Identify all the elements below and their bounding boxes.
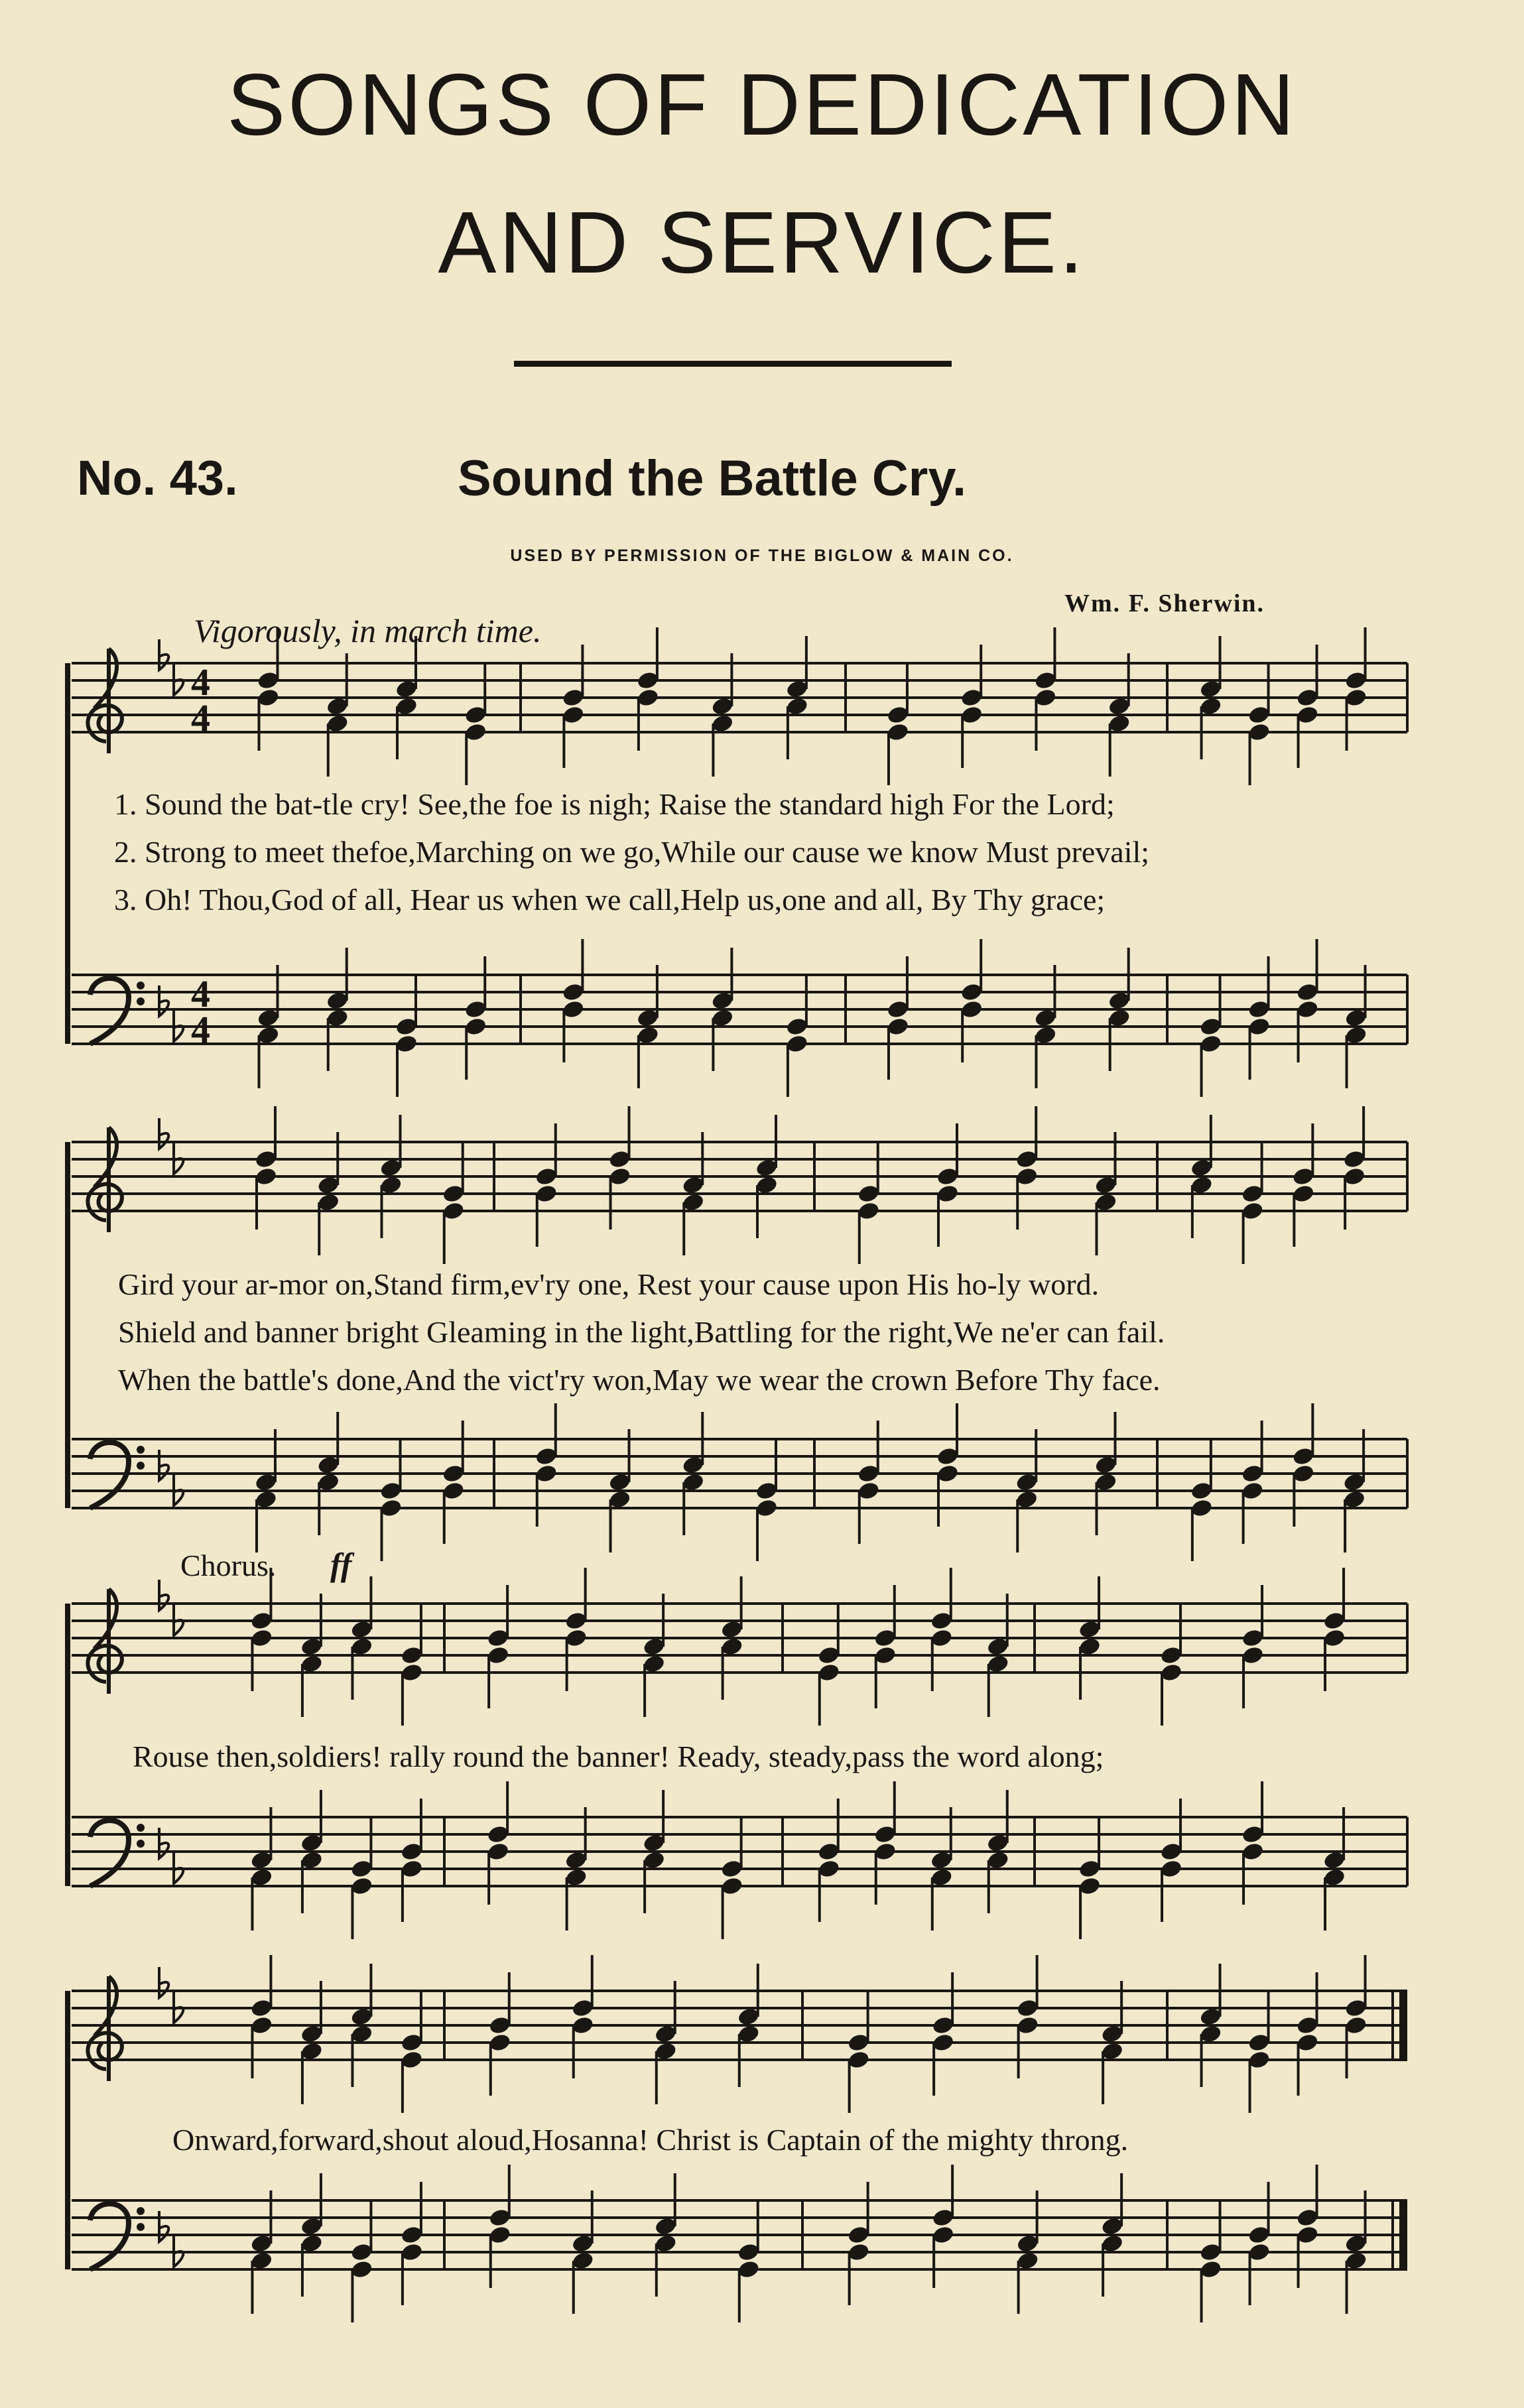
system-bracket [65, 1142, 70, 1508]
verse-3-part-1: 3. Oh! Thou,God of all, Hear us when we call,Help us,one and all, By Thy grace; [114, 883, 1106, 917]
verse-1-part-2: Gird your ar-mor on,Stand firm,ev'ry one, Rest your cause upon His ho-ly word. [118, 1267, 1100, 1301]
verse-3-part-2: When the battle's done,And the vict'ry won,May we wear the crown Before Thy face. [118, 1363, 1161, 1397]
flat-sign [174, 665, 183, 695]
bass-clef-dot [137, 1840, 145, 1848]
flat-sign [174, 1853, 183, 1883]
time-signature-top: 4 [191, 661, 210, 704]
system-bracket [65, 1991, 70, 2269]
flat-sign [174, 1475, 183, 1505]
chorus-lyric-1: Rouse then,soldiers! rally round the banner! Ready, steady,pass the word along; [133, 1740, 1104, 1773]
page-title-line-1: SONGS OF DEDICATION [227, 56, 1297, 153]
flat-sign [159, 1580, 168, 1610]
time-signature-bottom: 4 [191, 1008, 210, 1051]
bass-clef-dot [137, 997, 145, 1005]
tempo-marking: Vigorously, in march time. [194, 612, 542, 649]
bass-clef-dot [137, 2207, 145, 2215]
time-signature-top: 4 [191, 972, 210, 1015]
permission-notice: USED BY PERMISSION OF THE BIGLOW & MAIN CO. [510, 546, 1014, 565]
final-bar-thick [1399, 1991, 1407, 2060]
verse-1-part-1: 1. Sound the bat-tle cry! See,the foe is nigh; Raise the standard high For the Lord; [114, 787, 1115, 821]
system-bracket [65, 663, 70, 1044]
page-title-line-2: AND SERVICE. [438, 194, 1086, 291]
hymn-number: No. 43. [77, 450, 238, 505]
chorus-lyric-2: Onward,forward,shout aloud,Hosanna! Christ is Captain of the mighty throng. [172, 2123, 1129, 2157]
bass-clef-dot [137, 2223, 145, 2231]
flat-sign [159, 1450, 168, 1480]
flat-sign [159, 639, 168, 670]
flat-sign [159, 2211, 168, 2242]
bass-clef [90, 2204, 129, 2269]
bass-clef-dot [137, 1446, 145, 1454]
bass-clef-dot [137, 1462, 145, 1470]
flat-sign [174, 1143, 183, 1174]
flat-sign [159, 985, 168, 1016]
verse-2-part-1: 2. Strong to meet thefoe,Marching on we go,While our cause we know Must prevail; [114, 835, 1150, 869]
flat-sign [159, 1118, 168, 1149]
composer-credit: Wm. F. Sherwin. [1064, 590, 1265, 617]
bass-clef-dot [137, 1824, 145, 1832]
chorus-label: Chorus. [180, 1549, 277, 1582]
flat-sign [174, 1992, 183, 2023]
verse-2-part-2: Shield and banner bright Gleaming in the light,Battling for the right,We ne'er can fail. [118, 1315, 1165, 1349]
hymn-title: Sound the Battle Cry. [458, 450, 967, 507]
flat-sign [174, 2236, 183, 2267]
time-signature-bottom: 4 [191, 696, 210, 739]
final-bar-thick [1399, 2200, 1407, 2269]
flat-sign [159, 1967, 168, 1997]
system-bracket [65, 1604, 70, 1886]
flat-sign [174, 1011, 183, 1041]
bass-clef [90, 1820, 129, 1886]
bass-clef [90, 1442, 129, 1508]
flat-sign [174, 1605, 183, 1635]
bass-clef [90, 978, 129, 1044]
dynamic-marking: ff [330, 1546, 352, 1583]
bass-clef-dot [137, 982, 145, 989]
flat-sign [159, 1828, 168, 1858]
